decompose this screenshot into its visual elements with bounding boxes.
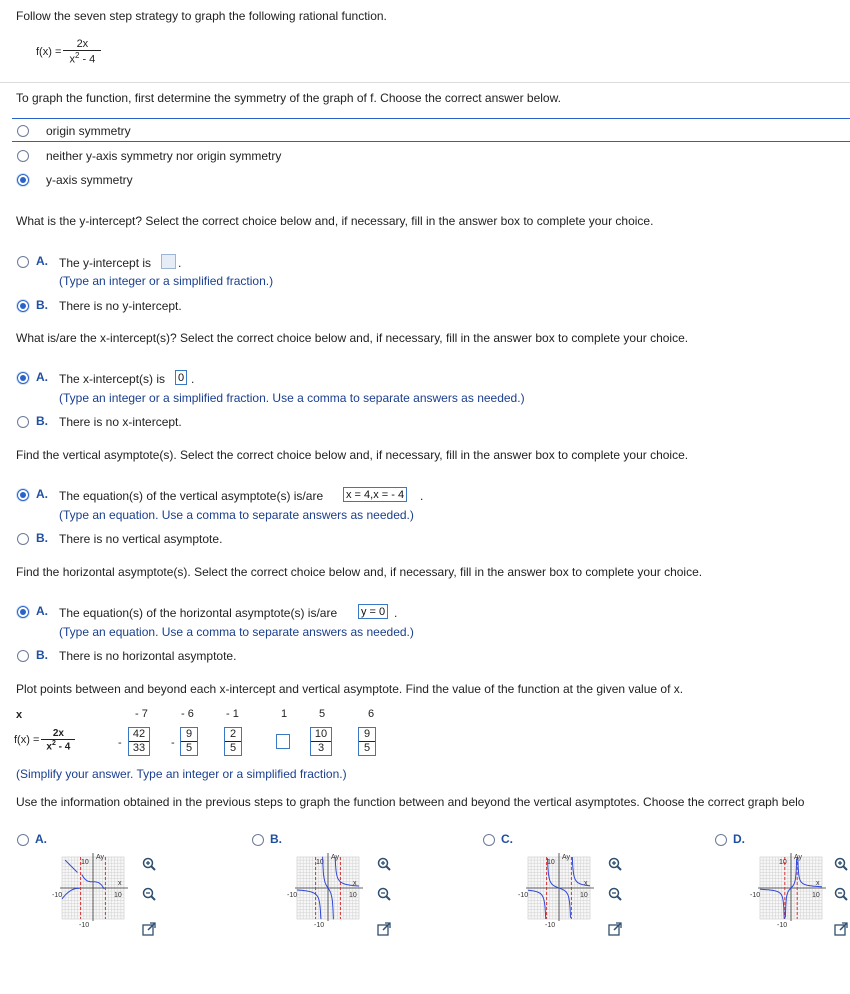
vertical-asymptote-letter-b: B. [36,531,48,545]
graph-thumbnail-b[interactable] [287,852,367,930]
graph-tick-bottom: -10 [314,922,325,929]
vertical-asymptote-hint: (Type an equation. Use a comma to separate answers as needed.) [59,508,414,522]
x-intercept-hint: (Type an integer or a simplified fraction. Use a comma to separate answers as needed.) [59,391,525,405]
vertical-asymptote-radio-a[interactable] [17,489,29,501]
horizontal-asymptote-hint: (Type an equation. Use a comma to separate answers as needed.) [59,625,414,639]
graph-radio-b[interactable] [252,834,264,846]
fx-row-label: f(x) = $\frac{2x}{x^2 - 4}$ [14,728,75,752]
graph-x-label: x [118,880,122,887]
zoom-out-b-icon[interactable] [377,887,391,901]
x-intercept-radio-a[interactable] [17,372,29,384]
graph-radio-c[interactable] [483,834,495,846]
vertical-asymptote-answer-box[interactable]: x = 4,x = - 4 [343,487,407,502]
graph-tick-max: 10 [114,892,122,899]
graph-thumbnail-c[interactable] [518,852,598,930]
plot-points-prompt: Plot points between and beyond each x-intercept and vertical asymptote. Find the value of the function at the given value of x. [16,682,684,696]
graph-x-label: x [816,880,820,887]
zoom-in-a-icon[interactable] [142,857,156,871]
fx-answer-cell-3-empty[interactable] [276,734,290,749]
plot-points-hint: (Simplify your answer. Type an integer or a simplified fraction.) [16,767,347,781]
expand-b-icon[interactable] [377,922,391,936]
vertical-asymptote-radio-b[interactable] [17,533,29,545]
graph-tick-max: 10 [812,892,820,899]
graph-radio-a[interactable] [17,834,29,846]
x-intercept-radio-b[interactable] [17,416,29,428]
symmetry-radio-origin[interactable] [17,125,29,137]
x-value-0: - 7 [135,708,148,720]
function-fraction [63,38,101,66]
graph-letter-b: B. [270,832,282,846]
divider [0,82,850,83]
y-intercept-radio-b[interactable] [17,300,29,312]
graph-x-label: x [584,880,588,887]
symmetry-focus-outline [12,118,850,142]
graph-letter-a: A. [35,832,47,846]
vertical-asymptote-letter-a: A. [36,487,48,501]
graph-tick-top: 10 [81,859,89,866]
horizontal-asymptote-text-b: There is no horizontal asymptote. [59,649,237,663]
symmetry-option-origin[interactable]: origin symmetry [46,124,131,138]
y-intercept-letter-b: B. [36,298,48,312]
symmetry-radio-neither[interactable] [17,150,29,162]
expand-d-icon[interactable] [834,922,848,936]
graph-y-label: Ay [794,854,803,861]
y-intercept-radio-a[interactable] [17,256,29,268]
x-value-5: 6 [368,708,375,720]
x-value-3: 1 [281,708,288,720]
graph-tick-top: 10 [547,859,555,866]
graph-letter-d: D. [733,832,745,846]
function-denominator: $x^2 - 4$ [69,51,96,66]
fx-answer-cell-5[interactable]: 9 5 [358,727,376,756]
symmetry-prompt: To graph the function, first determine the symmetry of the graph of f. Choose the correct answer below. [16,91,561,105]
graph-thumbnail-d[interactable] [750,852,830,930]
x-intercept-letter-a: A. [36,370,48,384]
x-value-4: 5 [319,708,326,720]
x-intercept-prompt: What is/are the x-intercept(s)? Select the correct choice below and, if necessary, fill in the answer box to complete your choice. [16,331,689,345]
function-numerator: 2x [76,38,89,50]
symmetry-option-neither[interactable]: neither y-axis symmetry nor origin symmetry [46,149,282,163]
graph-y-label: Ay [96,854,105,861]
x-value-1: - 6 [181,708,194,720]
vertical-asymptote-text-a: The equation(s) of the vertical asymptote(s) is/are [59,489,324,503]
graph-radio-d[interactable] [715,834,727,846]
y-intercept-letter-a: A. [36,254,48,268]
graph-tick-top: 10 [316,859,324,866]
graph-tick-max: 10 [580,892,588,899]
table-x-label: x [16,709,23,721]
x-intercept-answer-box[interactable]: 0 [175,370,187,385]
expand-a-icon[interactable] [142,922,156,936]
expand-c-icon[interactable] [608,922,622,936]
function-lhs: f(x) = [36,45,62,58]
zoom-out-d-icon[interactable] [834,887,848,901]
y-intercept-text-b: There is no y-intercept. [59,299,182,313]
graph-tick-min: -10 [52,892,63,899]
cell-1-sign: - [171,737,175,749]
graph-tick-bottom: -10 [777,922,788,929]
graph-y-label: Ay [331,854,340,861]
graph-tick-min: -10 [518,892,529,899]
horizontal-asymptote-text-a: The equation(s) of the horizontal asymptote(s) is/are [59,606,338,620]
fx-answer-cell-2[interactable]: 2 5 [224,727,242,756]
horizontal-asymptote-answer-box[interactable]: y = 0 [358,604,388,619]
graph-letter-c: C. [501,832,513,846]
symmetry-radio-y-axis[interactable] [17,174,29,186]
zoom-out-c-icon[interactable] [608,887,622,901]
fx-answer-cell-1[interactable]: 9 5 [180,727,198,756]
graph-thumbnail-a[interactable] [52,852,132,930]
horizontal-asymptote-prompt: Find the horizontal asymptote(s). Select the correct choice below and, if necessary, fill in the answer box to complete your choice. [16,565,703,579]
y-intercept-answer-box[interactable] [161,254,176,269]
horizontal-asymptote-radio-b[interactable] [17,650,29,662]
horizontal-asymptote-radio-a[interactable] [17,606,29,618]
x-intercept-letter-b: B. [36,414,48,428]
x-intercept-text-a: The x-intercept(s) is [59,372,166,386]
y-intercept-text-a: The y-intercept is [59,256,152,270]
graph-tick-bottom: -10 [79,922,90,929]
graph-x-label: x [353,880,357,887]
graph-tick-min: -10 [750,892,761,899]
horizontal-asymptote-letter-a: A. [36,604,48,618]
fx-answer-cell-0[interactable]: 42 33 [128,727,150,756]
zoom-in-c-icon[interactable] [608,857,622,871]
vertical-asymptote-text-b: There is no vertical asymptote. [59,532,223,546]
function-definition [36,38,101,66]
zoom-in-b-icon[interactable] [377,857,391,871]
y-intercept-hint: (Type an integer or a simplified fraction.) [59,274,274,288]
graph-tick-bottom: -10 [545,922,556,929]
graph-tick-max: 10 [349,892,357,899]
instructions: Follow the seven step strategy to graph the following rational function. [16,9,387,23]
symmetry-option-y-axis[interactable]: y-axis symmetry [46,173,133,187]
graph-tick-top: 10 [779,859,787,866]
zoom-out-a-icon[interactable] [142,887,156,901]
y-intercept-prompt: What is the y-intercept? Select the correct choice below and, if necessary, fill in the answer box to complete your choice. [16,214,654,228]
zoom-in-d-icon[interactable] [834,857,848,871]
graph-y-label: Ay [562,854,571,861]
vertical-asymptote-prompt: Find the vertical asymptote(s). Select the correct choice below and, if necessary, fill in the answer box to complete your choice. [16,448,689,462]
x-intercept-text-b: There is no x-intercept. [59,415,182,429]
graph-choice-prompt: Use the information obtained in the previous steps to graph the function between and beyond the vertical asymptotes. Choose the correct graph belo [16,795,805,809]
x-value-2: - 1 [226,708,239,720]
cell-0-sign: - [118,737,122,749]
fx-answer-cell-4[interactable]: 10 3 [310,727,332,756]
graph-tick-min: -10 [287,892,298,899]
horizontal-asymptote-letter-b: B. [36,648,48,662]
